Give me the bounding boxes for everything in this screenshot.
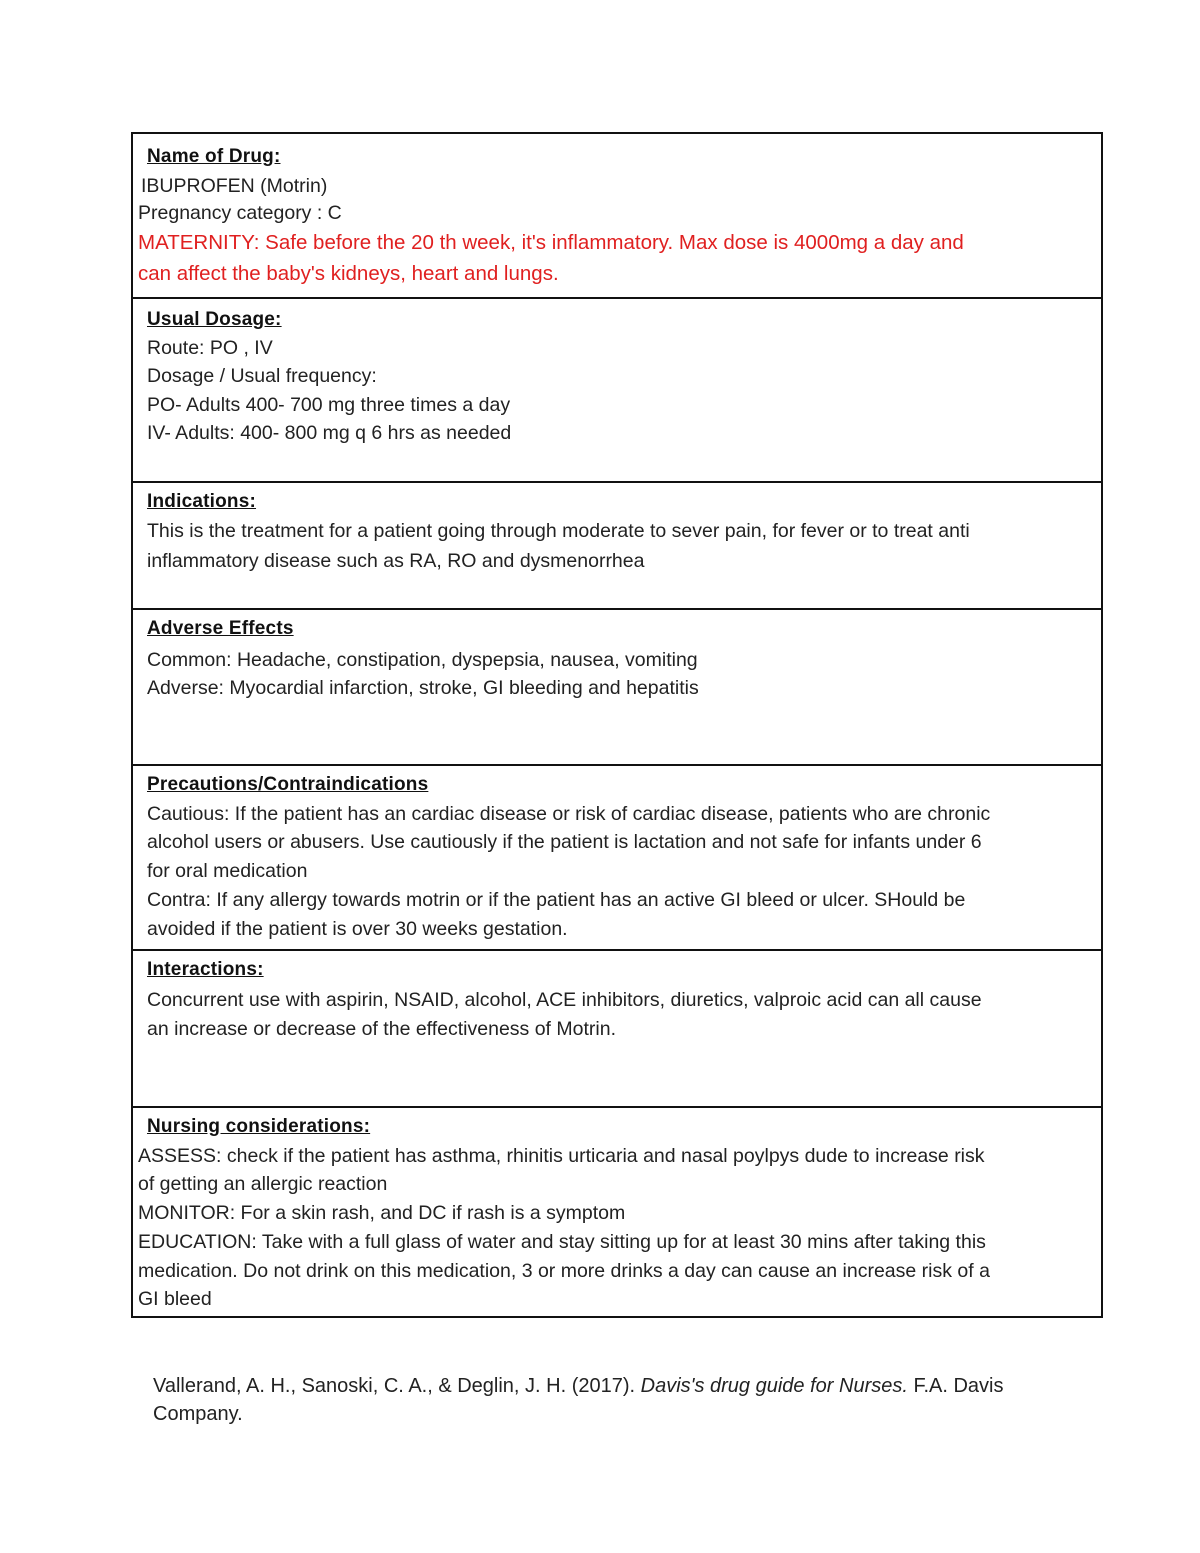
nursing-heading: Nursing considerations: <box>147 1116 371 1137</box>
indications-line-2: inflammatory disease such as RA, RO and dysmenorrhea <box>147 550 645 572</box>
precautions-line-5: avoided if the patient is over 30 weeks gestation. <box>147 918 568 940</box>
interactions-heading: Interactions: <box>147 959 264 980</box>
precautions-heading: Precautions/Contraindications <box>147 774 429 795</box>
nursing-line-5: medication. Do not drink on this medication, 3 or more drinks a day can cause an increase risk of a <box>138 1260 990 1282</box>
section-interactions <box>133 951 1101 1108</box>
nursing-line-1: ASSESS: check if the patient has asthma, rhinitis urticaria and nasal poylpys dude to increase risk <box>138 1145 985 1167</box>
section-drug-name <box>133 134 1101 299</box>
nursing-line-2: of getting an allergic reaction <box>138 1173 388 1195</box>
pregnancy-category: Pregnancy category : C <box>138 202 342 224</box>
dosage-frequency-label: Dosage / Usual frequency: <box>147 365 377 387</box>
maternity-note-line-2: can affect the baby's kidneys, heart and lungs. <box>138 262 559 285</box>
section-nursing-considerations <box>133 1108 1101 1316</box>
indications-line-1: This is the treatment for a patient going through moderate to sever pain, for fever or to treat anti <box>147 520 970 542</box>
maternity-note-line-1: MATERNITY: Safe before the 20 th week, it's inflammatory. Max dose is 4000mg a day and <box>138 231 964 254</box>
precautions-line-1: Cautious: If the patient has an cardiac disease or risk of cardiac disease, patients who are chronic <box>147 803 991 825</box>
adverse-effects-heading: Adverse Effects <box>147 618 294 639</box>
adverse-serious: Adverse: Myocardial infarction, stroke, GI bleeding and hepatitis <box>147 677 699 699</box>
nursing-line-3: MONITOR: For a skin rash, and DC if rash is a symptom <box>138 1202 626 1224</box>
section-precautions <box>133 766 1101 951</box>
citation-title: Davis's drug guide for Nurses. <box>640 1375 908 1397</box>
usual-dosage-heading: Usual Dosage: <box>147 309 282 330</box>
dosage-route: Route: PO , IV <box>147 337 273 359</box>
adverse-common: Common: Headache, constipation, dyspepsia, nausea, vomiting <box>147 649 698 671</box>
citation-publisher-part-2: Company. <box>153 1403 243 1425</box>
section-adverse-effects <box>133 610 1101 766</box>
section-indications <box>133 483 1101 610</box>
nursing-line-4: EDUCATION: Take with a full glass of water and stay sitting up for at least 30 mins after taking this <box>138 1231 986 1253</box>
drug-name-heading: Name of Drug: <box>147 146 281 167</box>
section-usual-dosage <box>133 299 1101 483</box>
reference-citation <box>153 1372 1003 1428</box>
interactions-line-1: Concurrent use with aspirin, NSAID, alcohol, ACE inhibitors, diuretics, valproic acid can all cause <box>147 989 982 1011</box>
interactions-line-2: an increase or decrease of the effectiveness of Motrin. <box>147 1018 616 1040</box>
precautions-line-4: Contra: If any allergy towards motrin or if the patient has an active GI bleed or ulcer. SHould be <box>147 889 966 911</box>
drug-name: IBUPROFEN (Motrin) <box>141 175 328 197</box>
precautions-line-2: alcohol users or abusers. Use cautiously if the patient is lactation and not safe for infants under 6 <box>147 831 982 853</box>
indications-heading: Indications: <box>147 491 257 512</box>
nursing-line-6: GI bleed <box>138 1288 212 1310</box>
citation-publisher-part-1: F.A. Davis <box>907 1375 1004 1397</box>
precautions-line-3: for oral medication <box>147 860 308 882</box>
drug-card <box>131 132 1103 1318</box>
dosage-po: PO- Adults 400- 700 mg three times a day <box>147 394 511 416</box>
citation-authors: Vallerand, A. H., Sanoski, C. A., & Deglin, J. H. (2017). <box>153 1375 641 1397</box>
dosage-iv: IV- Adults: 400- 800 mg q 6 hrs as needed <box>147 422 512 444</box>
